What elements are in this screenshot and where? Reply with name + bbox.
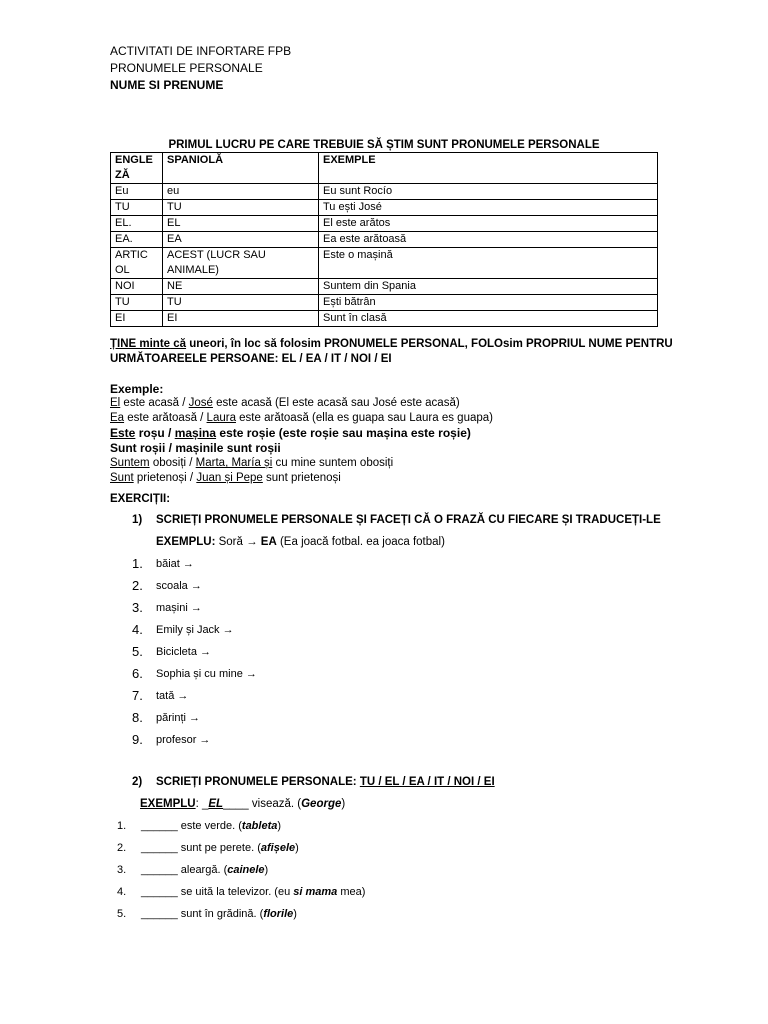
table-row xyxy=(111,216,658,232)
exercise-2-example xyxy=(140,798,345,810)
name-field-label: NUME SI PRENUME xyxy=(110,78,224,92)
list-item xyxy=(0,710,768,730)
item-number: 1. xyxy=(132,556,143,571)
item-number: 4. xyxy=(117,886,127,898)
example-text: visează. ( xyxy=(248,798,302,810)
list-item xyxy=(0,688,768,708)
example-text: prietenoși / xyxy=(133,472,197,484)
pronoun-table xyxy=(110,152,658,327)
example-blank-start: : _ xyxy=(195,798,209,810)
example-name: José xyxy=(188,397,213,409)
cell-english: EI xyxy=(111,311,163,327)
cell-example: Sunt în clasă xyxy=(319,311,658,327)
example-line xyxy=(110,396,460,411)
example-label: EXEMPLU xyxy=(140,798,196,810)
cell-spanish: NE xyxy=(163,279,319,295)
item-text: scoala → xyxy=(156,580,202,592)
item-number: 5. xyxy=(132,644,143,659)
item-number: 3. xyxy=(117,864,127,876)
item-text: ______ se uită la televizor. (eu si mama mea) xyxy=(141,886,366,898)
example-subject: Suntem xyxy=(110,457,150,469)
item-number: 8. xyxy=(132,710,143,725)
example-blank-end: ____ xyxy=(223,798,249,810)
list-item xyxy=(0,644,768,664)
list-item xyxy=(0,864,768,882)
cell-spanish: EL xyxy=(163,216,319,232)
example-name: Marta, María și xyxy=(195,457,273,469)
header-examples: EXEMPLE xyxy=(319,153,658,184)
table-header-row xyxy=(111,153,658,184)
example-name: Laura xyxy=(206,412,236,424)
item-text: părinți → xyxy=(156,712,201,724)
list-item xyxy=(0,732,768,752)
exercise-2-number: 2) xyxy=(132,776,143,788)
header-english: ENGLE ZĂ xyxy=(111,153,163,184)
example-label: EXEMPLU: xyxy=(156,536,216,548)
list-item xyxy=(0,908,768,926)
cell-example: Ea este arătoasă xyxy=(319,232,658,248)
note-line-1 xyxy=(110,337,673,352)
cell-english: ARTIC OL xyxy=(111,248,163,279)
cell-spanish: TU xyxy=(163,295,319,311)
example-text: roșu / xyxy=(135,426,175,440)
example-line xyxy=(110,411,493,426)
header-spanish: SPANIOLĂ xyxy=(163,153,319,184)
cell-spanish: EA xyxy=(163,232,319,248)
item-number: 4. xyxy=(132,622,143,637)
item-number: 9. xyxy=(132,732,143,747)
cell-example: Este o mașină xyxy=(319,248,658,279)
item-text: Sophia și cu mine → xyxy=(156,668,257,680)
list-item xyxy=(0,622,768,642)
example-answer: EL xyxy=(208,798,224,810)
item-number: 6. xyxy=(132,666,143,681)
item-number: 5. xyxy=(117,908,127,920)
example-translation: (Ea joacă fotbal. ea joaca fotbal) xyxy=(276,536,445,548)
example-text: este roșie (este roșie sau mașina este roșie) xyxy=(216,426,471,440)
pronoun-list: TU / EL / EA / IT / NOI / EI xyxy=(359,776,495,788)
item-number: 1. xyxy=(117,820,127,832)
cell-example: Suntem din Spania xyxy=(319,279,658,295)
exercises-title: EXERCIȚII: xyxy=(110,493,171,505)
list-item xyxy=(0,556,768,576)
example-subject: El xyxy=(110,397,121,409)
item-number: 3. xyxy=(132,600,143,615)
list-item xyxy=(0,842,768,860)
examples-title: Exemple: xyxy=(110,382,164,396)
cell-example: Eu sunt Rocío xyxy=(319,184,658,200)
exercise-1-number: 1) xyxy=(132,514,143,526)
example-line xyxy=(110,426,471,441)
list-item xyxy=(0,666,768,686)
item-text: băiat → xyxy=(156,558,194,570)
item-text: profesor → xyxy=(156,734,211,746)
table-row xyxy=(111,184,658,200)
item-text: Bicicleta → xyxy=(156,646,212,658)
example-text: este arătoasă (ella es guapa sau Laura es guapa) xyxy=(235,412,493,424)
item-text: ______ aleargă. (cainele) xyxy=(141,864,269,876)
example-answer: → EA xyxy=(246,536,277,548)
example-line xyxy=(110,456,393,471)
item-text: ______ sunt pe perete. (afișele) xyxy=(141,842,299,854)
exercise-2-instruction xyxy=(156,776,495,788)
table-row xyxy=(111,200,658,216)
list-item xyxy=(0,820,768,838)
cell-english: EA. xyxy=(111,232,163,248)
note-keep-in-mind: ȚINE minte xyxy=(110,338,171,350)
table-row xyxy=(111,311,658,327)
table-row xyxy=(111,232,658,248)
cell-spanish: eu xyxy=(163,184,319,200)
example-subject: Sunt xyxy=(110,472,134,484)
note-line-2: URMĂTOAREELE PERSOANE: EL / EA / IT / NOI / EI xyxy=(110,353,392,365)
table-row xyxy=(111,295,658,311)
example-word: Soră xyxy=(215,536,247,548)
item-number: 2. xyxy=(132,578,143,593)
exercise-1-example xyxy=(156,536,445,548)
example-text: este acasă (El este acasă sau José este acasă) xyxy=(212,397,460,409)
cell-example: Ești bătrân xyxy=(319,295,658,311)
example-line: Sunt roșii / mașinile sunt roșii xyxy=(110,441,281,455)
item-number: 2. xyxy=(117,842,127,854)
item-text: tată → xyxy=(156,690,189,702)
table-row xyxy=(111,279,658,295)
exercise-1-instruction: SCRIEȚI PRONUMELE PERSONALE ȘI FACEȚI CĂ O FRAZĂ CU FIECARE ȘI TRADUCEȚI-LE xyxy=(156,514,661,526)
example-text: ) xyxy=(341,798,346,810)
example-text: este arătoasă / xyxy=(124,412,207,424)
cell-english: Eu xyxy=(111,184,163,200)
example-text: cu mine suntem obosiți xyxy=(272,457,394,469)
example-line xyxy=(110,471,341,486)
cell-example: Tu ești José xyxy=(319,200,658,216)
note-that: că xyxy=(170,338,187,350)
table-caption: PRIMUL LUCRU PE CARE TREBUIE SĂ ȘTIM SUNT PRONUMELE PERSONALE xyxy=(168,139,600,151)
cell-spanish: ACEST (LUCR SAU ANIMALE) xyxy=(163,248,319,279)
instruction-text: SCRIEȚI PRONUMELE PERSONALE: xyxy=(156,776,360,788)
list-item xyxy=(0,578,768,598)
item-number: 7. xyxy=(132,688,143,703)
example-text: este acasă / xyxy=(120,397,189,409)
cell-english: EL. xyxy=(111,216,163,232)
example-name: Juan și Pepe xyxy=(196,472,263,484)
example-name: mașina xyxy=(174,426,217,440)
cell-english: TU xyxy=(111,200,163,216)
item-text: ______ este verde. (tableta) xyxy=(141,820,282,832)
item-text: Emily și Jack → xyxy=(156,624,234,636)
cell-example: El este arătos xyxy=(319,216,658,232)
cell-spanish: EI xyxy=(163,311,319,327)
example-hint: George xyxy=(301,798,342,810)
table-row xyxy=(111,248,658,279)
cell-spanish: TU xyxy=(163,200,319,216)
example-subject: Este xyxy=(110,426,136,440)
cell-english: NOI xyxy=(111,279,163,295)
cell-english: TU xyxy=(111,295,163,311)
item-text: mașini → xyxy=(156,602,202,614)
example-subject: Ea xyxy=(110,412,125,424)
note-text: uneori, în loc să folosim PRONUMELE PERSONAL, FOLOsim PROPRIUL NUME PENTRU xyxy=(186,338,673,350)
list-item xyxy=(0,886,768,904)
doc-title: ACTIVITATI DE INFORTARE FPB xyxy=(110,44,292,58)
example-text: sunt prietenoși xyxy=(262,472,341,484)
list-item xyxy=(0,600,768,620)
doc-subtitle: PRONUMELE PERSONALE xyxy=(110,61,263,75)
example-text: obosiți / xyxy=(149,457,196,469)
item-text: ______ sunt în grădină. (florile) xyxy=(141,908,297,920)
